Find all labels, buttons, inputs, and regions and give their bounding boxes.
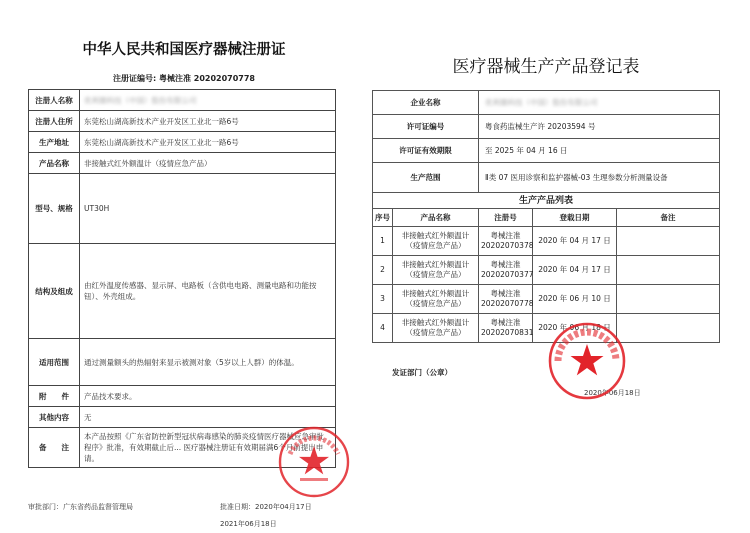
product-name: 非接触式红外额温计（疫情应急产品） <box>393 285 479 314</box>
validity-label: 许可证有效期限 <box>373 139 479 163</box>
product-date: 2020 年 04 月 17 日 <box>533 256 617 285</box>
col-header-note: 备注 <box>617 209 720 227</box>
col-header-no: 序号 <box>373 209 393 227</box>
col-header-name: 产品名称 <box>393 209 479 227</box>
cert-label: 备 注 <box>29 428 80 468</box>
form-title: 医疗器械生产产品登记表 <box>452 57 640 77</box>
license-label: 许可证编号 <box>373 115 479 139</box>
table-row <box>373 285 720 314</box>
official-seal-icon <box>546 320 628 402</box>
cert-label: 注册人名称 <box>29 90 80 111</box>
cert-row-production-address <box>29 132 336 153</box>
table-row <box>373 256 720 285</box>
product-list-title: 生产产品列表 <box>373 193 720 209</box>
cert-label: 结构及组成 <box>29 244 80 339</box>
cert-label: 适用范围 <box>29 339 80 386</box>
scope-row <box>373 163 720 193</box>
cert-value: 产品技术要求。 <box>80 386 336 407</box>
product-reg: 粤械注准 20202070378 <box>479 227 533 256</box>
product-name: 非接触式红外额温计（疫情应急产品） <box>393 314 479 343</box>
company-value-blurred: 优利德科技（中国）股份有限公司 <box>479 91 720 115</box>
cert-value: 非接触式红外额温计（疫情应急产品） <box>80 153 336 174</box>
certificate-number-label: 注册证编号: <box>112 74 157 83</box>
license-value: 粤食药监械生产许 20203594 号 <box>479 115 720 139</box>
registration-table <box>372 90 720 343</box>
cert-value: 东莞松山湖高新技术产业开发区工业北一路6号 <box>80 132 336 153</box>
product-date: 2020 年 06 月 18 日 <box>533 314 617 343</box>
product-note <box>617 285 720 314</box>
company-row <box>373 91 720 115</box>
cert-label: 生产地址 <box>29 132 80 153</box>
cert-row-address <box>29 111 336 132</box>
cert-row-attachment <box>29 386 336 407</box>
cert-label: 附 件 <box>29 386 80 407</box>
approval-date: 批准日期：2020年04月17日 <box>220 503 312 511</box>
certificate-number-value: 粤械注准 20202070778 <box>158 74 255 83</box>
issuing-department: 发证部门（公章） <box>392 368 452 377</box>
cert-value: 无 <box>80 407 336 428</box>
table-row <box>373 227 720 256</box>
scope-value: Ⅱ类 07 医用诊察和监护器械-03 生理参数分析测量设备 <box>479 163 720 193</box>
registration-certificate <box>28 38 340 528</box>
product-reg: 粤械注准 20202070778 <box>479 285 533 314</box>
cert-label: 型号、规格 <box>29 174 80 244</box>
cert-value: 东莞松山湖高新技术产业开发区工业北一路6号 <box>80 111 336 132</box>
cert-value-blurred: 优利德科技（中国）股份有限公司 <box>80 90 336 111</box>
product-reg: 粤械注准 20202070831 <box>479 314 533 343</box>
product-note <box>617 256 720 285</box>
col-header-reg: 注册号 <box>479 209 533 227</box>
cert-label: 产品名称 <box>29 153 80 174</box>
certificate-number <box>28 73 340 84</box>
valid-until-date: 2021年06月18日 <box>220 520 277 528</box>
certificate-table <box>28 89 336 468</box>
product-name: 非接触式红外额温计（疫情应急产品） <box>393 227 479 256</box>
license-row <box>373 115 720 139</box>
cert-label: 注册人住所 <box>29 111 80 132</box>
product-note <box>617 314 720 343</box>
product-note <box>617 227 720 256</box>
official-seal-icon <box>276 424 352 500</box>
production-registration-form <box>372 52 720 397</box>
cert-value: UT30H <box>80 174 336 244</box>
cert-value: 由红外温度传感器、显示屏、电路板（含供电电路、测量电路和功能按钮）、外壳组成。 <box>80 244 336 339</box>
validity-value: 至 2025 年 04 月 16 日 <box>479 139 720 163</box>
product-list-title-row <box>373 193 720 209</box>
issue-date: 2020年06月18日 <box>584 389 641 397</box>
cert-row-structure <box>29 244 336 339</box>
validity-row <box>373 139 720 163</box>
certificate-title: 中华人民共和国医疗器械注册证 <box>82 42 286 58</box>
product-no: 2 <box>373 256 393 285</box>
product-no: 4 <box>373 314 393 343</box>
product-reg: 粤械注准 20202070377 <box>479 256 533 285</box>
cert-row-product-name <box>29 153 336 174</box>
cert-value: 通过测量额头的热辐射来显示被测对象（5岁以上人群）的体温。 <box>80 339 336 386</box>
product-no: 1 <box>373 227 393 256</box>
approving-authority: 审批部门：广东省药品监督管理局 <box>28 503 133 511</box>
col-header-date: 登载日期 <box>533 209 617 227</box>
product-no: 3 <box>373 285 393 314</box>
cert-value: 本产品按照《广东省防控新型冠状病毒感染的肺炎疫情医疗器械应急审批程序》批准，有效期截止后... 医疗器械注册证有效期届满6个月前提出申请。 <box>80 428 336 468</box>
cert-row-scope <box>29 339 336 386</box>
product-date: 2020 年 06 月 10 日 <box>533 285 617 314</box>
cert-row-registrant <box>29 90 336 111</box>
product-date: 2020 年 04 月 17 日 <box>533 227 617 256</box>
cert-row-model <box>29 174 336 244</box>
company-label: 企业名称 <box>373 91 479 115</box>
product-header-row <box>373 209 720 227</box>
scope-label: 生产范围 <box>373 163 479 193</box>
cert-label: 其他内容 <box>29 407 80 428</box>
product-name: 非接触式红外额温计（疫情应急产品） <box>393 256 479 285</box>
